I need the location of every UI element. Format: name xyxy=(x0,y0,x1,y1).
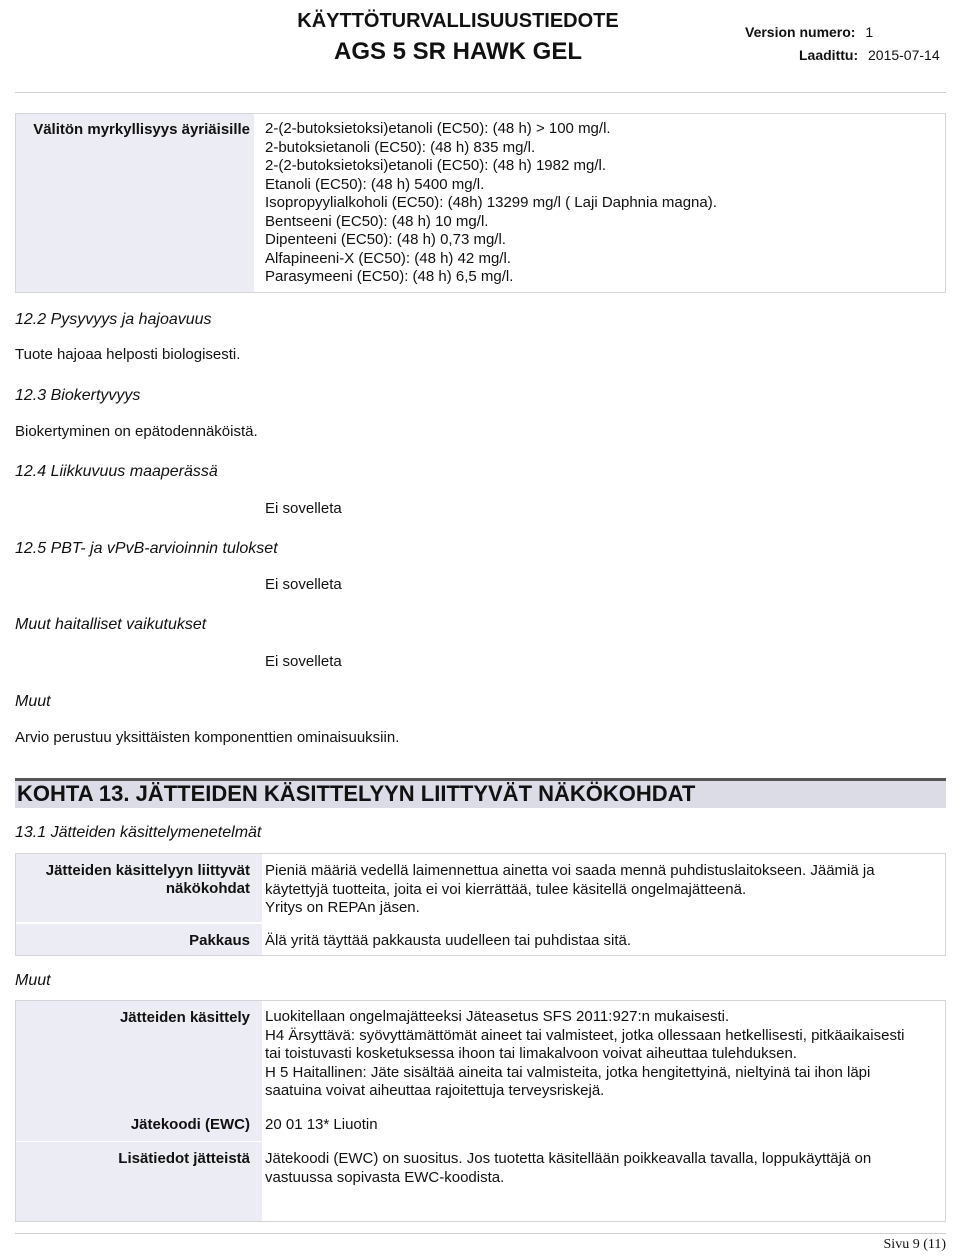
date-info xyxy=(799,47,940,63)
handling-text xyxy=(265,1008,935,1101)
heading-12-5: 12.5 PBT- ja vPvB-arvioinnin tulokset xyxy=(15,540,278,557)
toxicity-value-line: 2-(2-butoksietoksi)etanoli (EC50): (48 h) 1982 mg/l. xyxy=(265,157,606,174)
toxicity-value-line: Alfapineeni-X (EC50): (48 h) 42 mg/l. xyxy=(265,249,511,267)
footer-divider xyxy=(15,1233,946,1234)
product-name: AGS 5 SR HAWK GEL xyxy=(333,38,583,65)
value-other-effects: Ei sovelleta xyxy=(265,653,342,670)
toxicity-value-line: Parasymeeni (EC50): (48 h) 6,5 mg/l. xyxy=(265,268,514,285)
ewc-value: 20 01 13* Liuotin xyxy=(265,1116,378,1133)
waste-aspects-line: käytettyjä tuotteita, joita ei voi kierrättää, tulee käsitellä ongelmajätteenä. xyxy=(265,880,747,898)
waste-aspects-label-line-1: Jätteiden käsittelyyn liittyvät xyxy=(45,862,250,879)
waste-aspects-text xyxy=(265,862,935,918)
header-divider xyxy=(15,92,946,93)
heading-12-4: 12.4 Liikkuvuus maaperässä xyxy=(15,463,218,480)
waste-aspects-line: Yritys on REPAn jäsen. xyxy=(265,899,420,916)
version-info xyxy=(745,24,873,40)
toxicity-value-line: Isopropyylialkoholi (EC50): (48h) 13299 mg/l ( Laji Daphnia magna). xyxy=(265,194,717,211)
extra-line: Jätekoodi (EWC) on suositus. Jos tuotetta käsitellään poikkeavalla tavalla, loppukäyttäjä on xyxy=(265,1150,872,1167)
text-muut: Arvio perustuu yksittäisten komponenttien ominaisuuksiin. xyxy=(15,729,400,746)
version-label: Version numero: xyxy=(745,24,856,40)
heading-13-1: 13.1 Jätteiden käsittelymenetelmät xyxy=(15,824,262,841)
toxicity-value-line: 2-(2-butoksietoksi)etanoli (EC50): (48 h) > 100 mg/l. xyxy=(265,120,611,137)
extra-label: Lisätiedot jätteistä xyxy=(16,1142,262,1221)
toxicity-value-line: Dipenteeni (EC50): (48 h) 0,73 mg/l. xyxy=(265,231,506,248)
heading-12-3: 12.3 Biokertyvyys xyxy=(15,387,141,404)
packaging-label: Pakkaus xyxy=(16,924,262,955)
heading-muut: Muut xyxy=(15,693,51,710)
handling-line: tai toistuvasti kosketuksessa ihoon tai limakalvoon voivat aiheuttaa tulehduksen. xyxy=(265,1045,797,1062)
handling-line: saatuina voivat aiheuttaa rajoitettuja terveysriskejä. xyxy=(265,1082,605,1099)
handling-line: Luokitellaan ongelmajätteeksi Jäteasetus SFS 2011:927:n mukaisesti. xyxy=(265,1008,730,1025)
handling-line: H 5 Haitallinen: Jäte sisältää aineita tai valmisteita, jotka hengitettyinä, nieltyinä tai ihon läpi xyxy=(265,1063,871,1081)
extra-line: vastuussa sopivasta EWC-koodista. xyxy=(265,1168,505,1186)
document-title: KÄYTTÖTURVALLISUUSTIEDOTE xyxy=(297,10,619,32)
section-13-title: KOHTA 13. JÄTTEIDEN KÄSITTELYYN LIITTYVÄT NÄKÖKOHDAT xyxy=(15,778,946,808)
value-12-4: Ei sovelleta xyxy=(265,500,342,517)
heading-12-2: 12.2 Pysyvyys ja hajoavuus xyxy=(15,311,212,328)
date-value: 2015-07-14 xyxy=(868,47,940,63)
toxicity-value-line: Etanoli (EC50): (48 h) 5400 mg/l. xyxy=(265,175,485,193)
waste-aspects-line: Pieniä määriä vedellä laimennettua ainetta voi saada mennä puhdistuslaitokseen. Jäämiä ja xyxy=(265,862,875,879)
extra-text xyxy=(265,1150,935,1187)
text-12-2: Tuote hajoaa helposti biologisesti. xyxy=(15,346,241,363)
version-value: 1 xyxy=(865,24,874,40)
packaging-text: Älä yritä täyttää pakkausta uudelleen tai puhdistaa sitä. xyxy=(265,932,632,949)
toxicity-values xyxy=(265,120,925,287)
value-12-5: Ei sovelleta xyxy=(265,576,342,593)
waste-aspects-label-line-2: näkökohdat xyxy=(165,880,250,897)
page-number: Sivu 9 (11) xyxy=(883,1237,946,1252)
handling-line: H4 Ärsyttävä: syövyttämättömät aineet tai valmisteet, jotka ollessaan hetkellisesti, pitkäaikaisesti xyxy=(265,1026,905,1044)
toxicity-value-line: Bentseeni (EC50): (48 h) 10 mg/l. xyxy=(265,212,489,230)
handling-label: Jätteiden käsittely xyxy=(16,1001,262,1108)
toxicity-value-line: 2-butoksietanoli (EC50): (48 h) 835 mg/l. xyxy=(265,138,536,156)
ewc-label: Jätekoodi (EWC) xyxy=(16,1108,262,1141)
text-12-3: Biokertyminen on epätodennäköistä. xyxy=(15,423,258,440)
waste-aspects-label xyxy=(16,854,262,922)
toxicity-label: Välitön myrkyllisyys äyriäisille xyxy=(16,114,254,292)
date-label: Laadittu: xyxy=(799,47,859,63)
heading-other-effects: Muut haitalliset vaikutukset xyxy=(15,616,207,633)
heading-muut-13: Muut xyxy=(15,972,51,989)
